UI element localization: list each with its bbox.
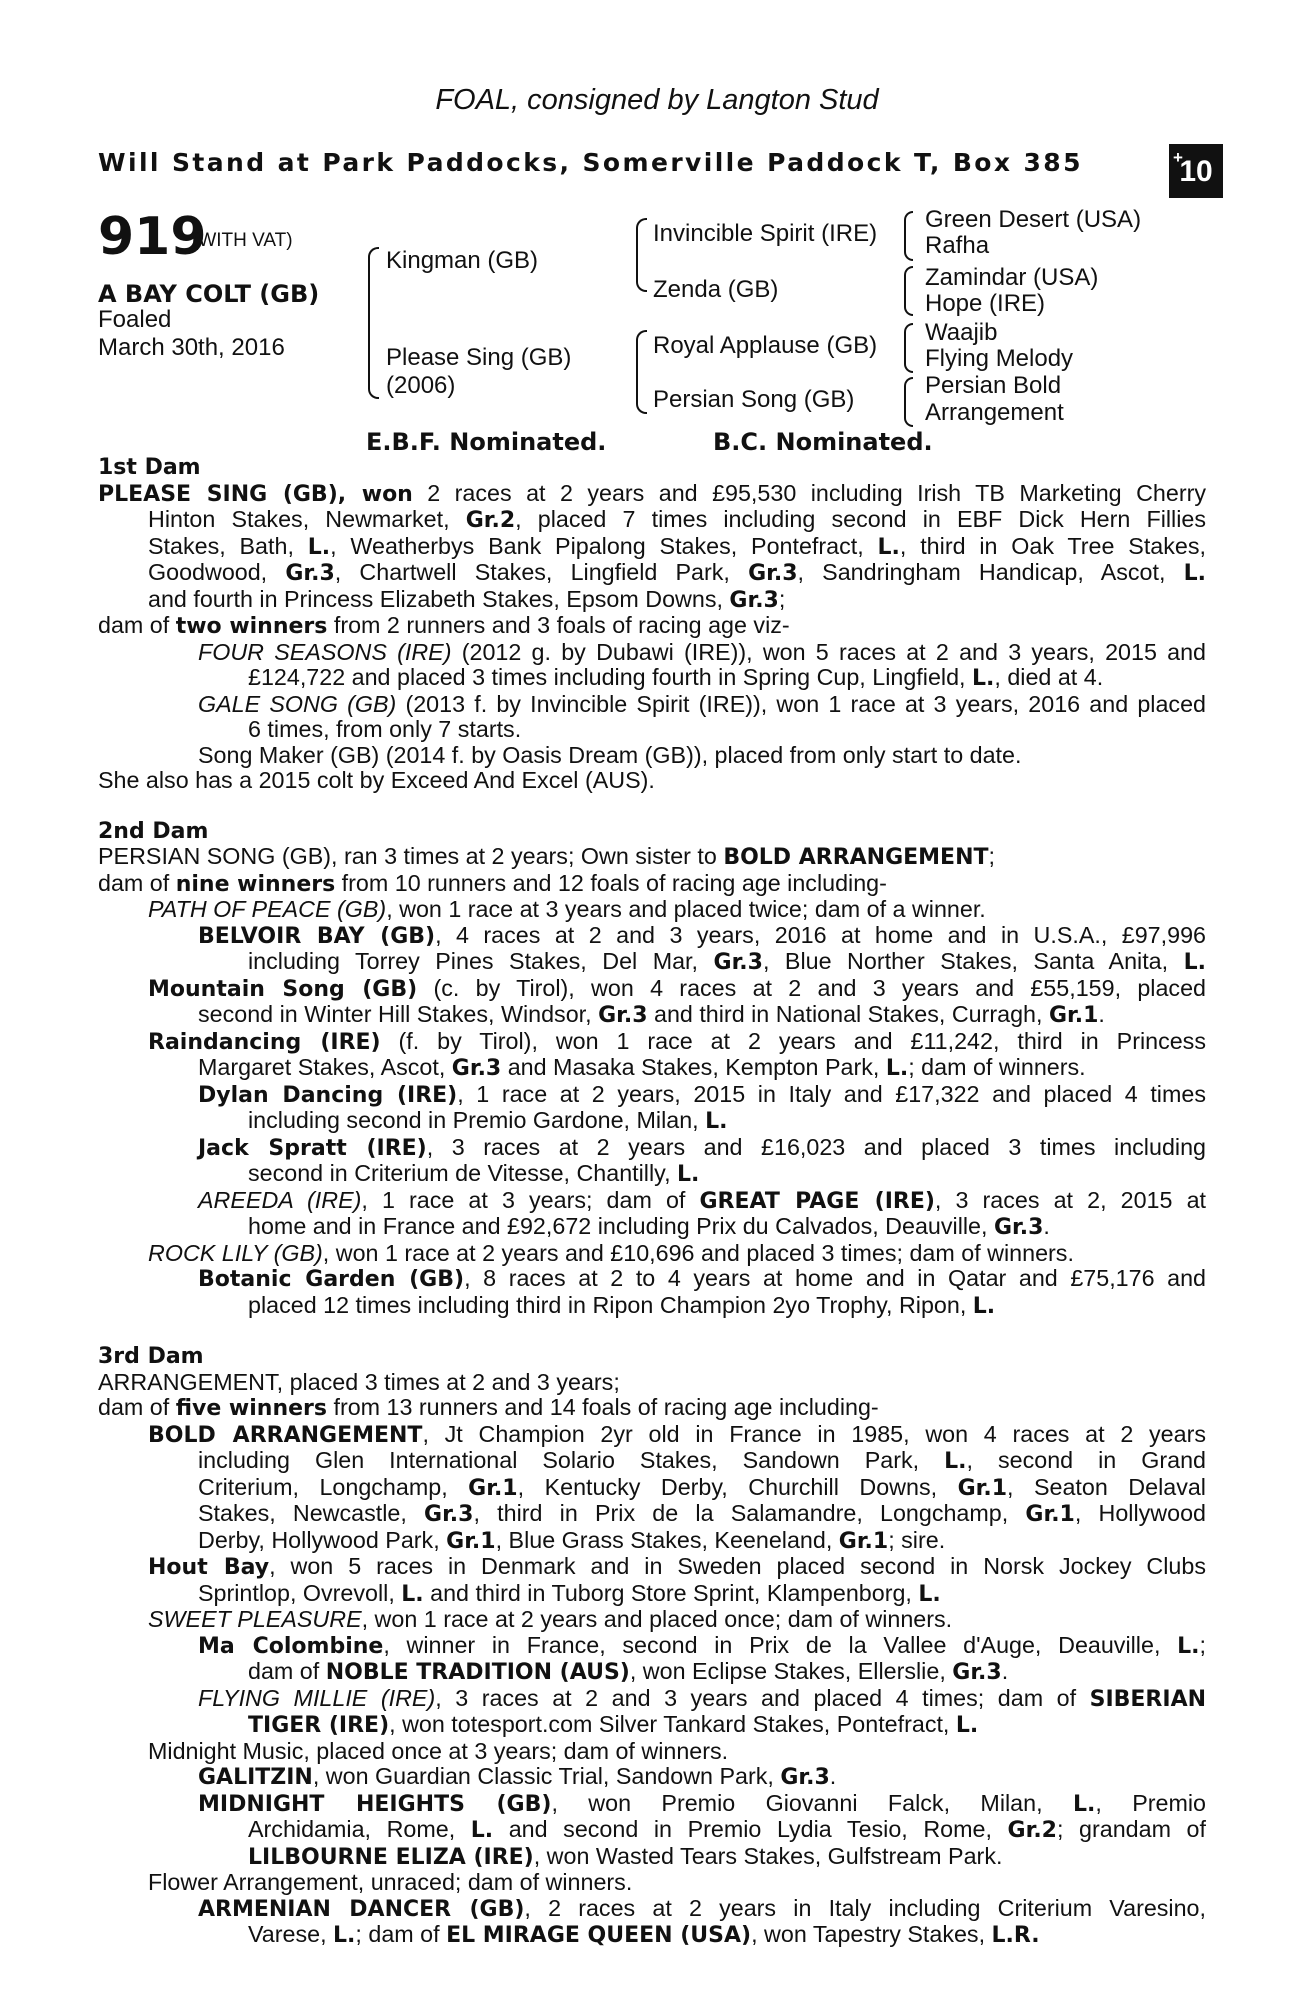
- second-dam-section: [98, 819, 1206, 1320]
- first-dam-line: [98, 613, 1206, 640]
- bold-text: L.: [1072, 1791, 1096, 1817]
- bold-text: Gr.3: [424, 1502, 474, 1527]
- text-run: , Jt Champion 2yr old in France in 1985, won 4 races at 2 years: [422, 1420, 1206, 1447]
- text-run: , won Eclipse Stakes, Ellerslie,: [629, 1658, 953, 1684]
- first-dam-line: [98, 717, 1206, 743]
- foaled-info: [98, 306, 285, 362]
- bold-text: five winners: [175, 1396, 327, 1421]
- third-dam-line: [98, 1896, 1206, 1923]
- text-run: and second in Premio Lydia Tesio, Rome,: [493, 1816, 1008, 1842]
- text-run: (2013 f. by Invincible Spirit (IRE)), won 1 race at 3 years, 2016 and placed: [396, 690, 1206, 717]
- text-run: Hinton Stakes, Newmarket,: [148, 506, 466, 532]
- bold-text: L.: [971, 666, 995, 691]
- second-dam-line: [98, 1108, 1206, 1135]
- text-run: , placed 7 times including second in EBF Dick Hern Fillies: [515, 506, 1206, 532]
- bold-text: Gr.2: [465, 508, 516, 533]
- italic-text: PATH OF PEACE (GB): [148, 896, 387, 922]
- text-run: , won 1 race at 2 years and £10,696 and placed 3 times; dam of winners.: [322, 1239, 1074, 1266]
- third-dam-heading: 3rd Dam: [98, 1344, 204, 1369]
- pedigree-g1: Green Desert (USA): [925, 206, 1142, 233]
- text-run: , Chartwell Stakes, Lingfield Park,: [334, 559, 749, 585]
- first-dam-section: [98, 455, 1206, 794]
- pedigree-g5: Waajib: [925, 319, 998, 346]
- text-run: , won totesport.com Silver Tankard Stakes, Pontefract,: [389, 1711, 956, 1737]
- bold-text: L.R.: [991, 1923, 1040, 1948]
- third-dam-line: [98, 1791, 1206, 1818]
- bold-text: Gr.2: [1007, 1818, 1057, 1843]
- second-dam-line: [98, 1082, 1206, 1109]
- bold-text: TIGER (IRE): [248, 1713, 390, 1738]
- text-run: ;: [1199, 1631, 1206, 1658]
- text-run: , winner in France, second in Prix de la Vallee d'Auge, Deauville,: [383, 1631, 1178, 1658]
- text-run: Margaret Stakes, Ascot,: [198, 1054, 452, 1080]
- bold-text: L.: [333, 1923, 356, 1948]
- text-run: Flower Arrangement, unraced; dam of winners.: [148, 1869, 633, 1895]
- text-run: , won Tapestry Stakes,: [751, 1921, 992, 1947]
- bc-nominated: B.C. Nominated.: [713, 428, 933, 456]
- bold-text: Gr.3: [780, 1765, 830, 1790]
- first-dam-line: [98, 481, 1206, 508]
- first-dam-heading: 1st Dam: [98, 455, 201, 480]
- text-run: Stakes, Bath,: [148, 532, 308, 559]
- third-dam-line: [98, 1607, 1206, 1633]
- third-dam-line: [98, 1686, 1206, 1713]
- text-run: second in Winter Hill Stakes, Windsor,: [198, 1001, 599, 1027]
- third-dam-line: [98, 1712, 1206, 1739]
- text-run: 6 times, from only 7 starts.: [248, 716, 522, 742]
- second-dam-line: [98, 976, 1206, 1003]
- text-run: Varese,: [248, 1921, 334, 1947]
- first-dam-line: [98, 507, 1206, 534]
- third-dam-line: [98, 1448, 1206, 1475]
- bold-text: PLEASE SING (GB), won: [98, 481, 413, 507]
- bold-text: MIDNIGHT HEIGHTS (GB): [198, 1791, 552, 1817]
- second-dam-line: [98, 1241, 1206, 1267]
- text-run: ; dam of winners.: [908, 1054, 1086, 1080]
- text-run: and Masaka Stakes, Kempton Park,: [501, 1054, 886, 1080]
- second-dam-line: [98, 1161, 1206, 1188]
- second-dam-line: [98, 1293, 1206, 1320]
- bracket-sire-parents: [636, 218, 647, 292]
- text-run: , 3 races at 2, 2015 at: [934, 1186, 1206, 1213]
- first-dam-line: [98, 692, 1206, 718]
- third-dam-line: [98, 1659, 1206, 1686]
- first-dam-line: [98, 534, 1206, 561]
- bold-text: ARMENIAN DANCER (GB): [198, 1896, 525, 1922]
- lot-title: A BAY COLT (GB): [98, 280, 320, 308]
- bold-text: SIBERIAN: [1089, 1686, 1207, 1712]
- third-dam-line: [98, 1422, 1206, 1449]
- bold-text: Gr.1: [468, 1475, 518, 1501]
- third-dam-line: [98, 1395, 1206, 1422]
- text-run: .: [829, 1763, 837, 1789]
- bold-text: two winners: [175, 614, 328, 639]
- text-run: dam of: [98, 1394, 176, 1420]
- text-run: , won 1 race at 2 years and placed once; dam of winners.: [361, 1606, 953, 1632]
- third-dam-line: [98, 1739, 1206, 1765]
- text-run: , 4 races at 2 and 3 years, 2016 at home and in U.S.A., £97,996: [435, 921, 1206, 948]
- second-dam-line: [98, 1214, 1206, 1241]
- text-run: , second in Grand: [966, 1447, 1206, 1473]
- text-run: ;: [778, 585, 786, 612]
- text-run: dam of: [98, 869, 176, 896]
- text-run: Stakes, Newcastle,: [198, 1500, 425, 1526]
- text-run: ; sire.: [888, 1526, 946, 1553]
- text-run: , 3 races at 2 and 3 years and placed 4 times; dam of: [435, 1684, 1090, 1711]
- text-run: and third in Tuborg Store Sprint, Klampenborg,: [423, 1579, 919, 1606]
- bracket-g3: [904, 323, 913, 373]
- second-dam-line: [98, 1029, 1206, 1056]
- second-dam-line: [98, 923, 1206, 950]
- bold-text: L.: [470, 1818, 494, 1843]
- pedigree-g2: Rafha: [925, 232, 990, 259]
- text-run: , 8 races at 2 to 4 years at home and in Qatar and £75,176 and: [464, 1265, 1207, 1291]
- text-run: from 2 runners and 3 foals of racing age viz-: [327, 612, 790, 638]
- text-run: from 10 runners and 12 foals of racing age including-: [335, 869, 887, 896]
- second-dam-line: [98, 1266, 1206, 1293]
- italic-text: FLYING MILLIE (IRE): [198, 1684, 436, 1711]
- text-run: (2012 g. by Dubawi (IRE)), won 5 races at 2 and 3 years, 2015 and: [451, 638, 1207, 665]
- third-dam-line: [98, 1370, 1206, 1396]
- second-dam-line: [98, 1135, 1206, 1162]
- third-dam-line: [98, 1501, 1206, 1528]
- text-run: , Kentucky Derby, Churchill Downs,: [517, 1473, 958, 1500]
- text-run: ; dam of: [355, 1921, 447, 1947]
- second-dam-line: [98, 897, 1206, 923]
- text-run: Song Maker (GB) (2014 f. by Oasis Dream (GB)), placed from only start to date.: [198, 741, 1022, 768]
- bold-text: Raindancing (IRE): [148, 1029, 381, 1055]
- bold-text: LILBOURNE ELIZA (IRE): [248, 1844, 534, 1870]
- italic-text: SWEET PLEASURE: [148, 1606, 362, 1632]
- bold-text: L.: [1183, 561, 1207, 586]
- text-run: (c. by Tirol), won 4 races at 2 and 3 years and £55,159, placed: [417, 974, 1206, 1001]
- bold-text: Mountain Song (GB): [148, 976, 418, 1002]
- pedigree-dam-dam: Persian Song (GB): [653, 386, 855, 413]
- text-run: from 13 runners and 14 foals of racing age including-: [327, 1394, 879, 1420]
- bracket-sire-dam: [368, 247, 379, 399]
- text-run: .: [1001, 1658, 1009, 1684]
- second-dam-line: [98, 1055, 1206, 1082]
- bold-text: L.: [677, 1162, 700, 1187]
- bold-text: L.: [918, 1581, 941, 1607]
- text-run: including second in Premio Gardone, Milan,: [248, 1107, 706, 1133]
- bold-text: Dylan Dancing (IRE): [198, 1082, 458, 1108]
- bold-text: L.: [877, 534, 900, 560]
- third-dam-line: [98, 1817, 1206, 1844]
- third-dam-line: [98, 1554, 1206, 1581]
- pedigree-sire: Kingman (GB): [386, 247, 539, 274]
- text-run: placed 12 times including third in Ripon Champion 2yo Trophy, Ripon,: [248, 1291, 973, 1318]
- text-run: .: [1098, 1001, 1105, 1027]
- text-run: Archidamia, Rome,: [248, 1816, 471, 1842]
- text-run: , 2 races at 2 years in Italy including Criterium Varesino,: [524, 1894, 1206, 1921]
- pedigree-g6: Flying Melody: [925, 345, 1074, 372]
- text-run: second in Criterium de Vitesse, Chantilly,: [248, 1160, 678, 1186]
- second-dam-heading: 2nd Dam: [98, 818, 209, 844]
- bold-text: L.: [307, 534, 331, 560]
- text-run: Sprintlop, Ovrevoll,: [198, 1579, 402, 1606]
- bold-text: L.: [955, 1713, 979, 1738]
- vat-badge: [1169, 144, 1223, 198]
- text-run: , third in Prix de la Salamandre, Longchamp,: [473, 1500, 1026, 1526]
- bold-text: L.: [885, 1056, 909, 1081]
- bold-text: Hout Bay: [148, 1555, 270, 1580]
- bracket-g4: [904, 377, 913, 427]
- text-run: , Seaton Delaval: [1007, 1473, 1206, 1500]
- bold-text: Gr.3: [598, 1003, 648, 1028]
- bold-text: EL MIRAGE QUEEN (USA): [446, 1923, 752, 1948]
- text-run: , third in Oak Tree Stakes,: [899, 532, 1206, 559]
- bracket-dam-parents: [636, 330, 647, 414]
- bold-text: L.: [401, 1581, 424, 1607]
- text-run: dam of: [98, 612, 176, 638]
- third-dam-line: [98, 1870, 1206, 1896]
- stand-location: Will Stand at Park Paddocks, Somerville Paddock T, Box 385: [98, 148, 1083, 177]
- text-run: Derby, Hollywood Park,: [198, 1526, 447, 1553]
- text-run: , Premio: [1095, 1789, 1206, 1816]
- pedigree-g8: Arrangement: [925, 399, 1064, 426]
- pedigree-dam: Please Sing (GB): [386, 344, 572, 371]
- text-run: and third in National Stakes, Curragh,: [647, 1001, 1049, 1027]
- text-run: , 3 races at 2 years and £16,023 and placed 3 times including: [426, 1133, 1206, 1160]
- text-run: ;: [988, 843, 995, 869]
- first-dam-line: [98, 640, 1206, 666]
- text-run: ARRANGEMENT, placed 3 times at 2 and 3 years;: [98, 1368, 620, 1395]
- bold-text: Gr.3: [451, 1056, 502, 1081]
- text-run: including Torrey Pines Stakes, Del Mar,: [248, 948, 714, 974]
- bold-text: Ma Colombine: [198, 1633, 384, 1659]
- bold-text: Gr.3: [748, 561, 798, 586]
- text-run: , won Premio Giovanni Falck, Milan,: [551, 1789, 1073, 1816]
- bracket-g1: [904, 211, 913, 261]
- second-dam-line: [98, 1188, 1206, 1215]
- third-dam-line: [98, 1764, 1206, 1791]
- pedigree-g3: Zamindar (USA): [925, 264, 1099, 291]
- bold-text: Botanic Garden (GB): [198, 1267, 465, 1292]
- italic-text: GALE SONG (GB): [198, 690, 397, 717]
- third-dam-line: [98, 1633, 1206, 1660]
- pedigree-g7: Persian Bold: [925, 372, 1062, 399]
- bold-text: Gr.3: [285, 561, 335, 586]
- text-run: dam of: [248, 1658, 326, 1684]
- third-dam-line: [98, 1475, 1206, 1502]
- text-run: , Sandringham Handicap, Ascot,: [797, 559, 1184, 585]
- bold-text: GREAT PAGE (IRE): [699, 1188, 935, 1214]
- bold-text: Gr.1: [1025, 1502, 1075, 1527]
- first-dam-line: [98, 768, 1206, 794]
- text-run: PERSIAN SONG (GB), ran 3 times at 2 years; Own sister to: [98, 843, 724, 869]
- text-run: , won Guardian Classic Trial, Sandown Park,: [312, 1763, 781, 1789]
- text-run: , Hollywood: [1074, 1500, 1206, 1526]
- third-dam-section: [98, 1344, 1206, 1949]
- ebf-nominated: E.B.F. Nominated.: [366, 428, 607, 456]
- bold-text: L.: [944, 1449, 967, 1474]
- third-dam-line: [98, 1528, 1206, 1555]
- badge-number: 10: [1179, 155, 1213, 188]
- text-run: home and in France and £92,672 including Prix du Calvados, Deauville,: [248, 1213, 994, 1239]
- text-run: (f. by Tirol), won 1 race at 2 years and £11,242, third in Princess: [380, 1027, 1206, 1054]
- text-run: , Blue Norther Stakes, Santa Anita,: [762, 948, 1184, 974]
- foaled-date: March 30th, 2016: [98, 334, 285, 361]
- bold-text: BOLD ARRANGEMENT: [723, 845, 989, 870]
- bold-text: Gr.3: [729, 587, 779, 613]
- text-run: £124,722 and placed 3 times including fourth in Spring Cup, Lingfield,: [248, 664, 972, 690]
- pedigree-sire-sire: Invincible Spirit (IRE): [653, 220, 878, 247]
- third-dam-line: [98, 1844, 1206, 1871]
- second-dam-line: [98, 949, 1206, 976]
- lot-number: 919: [98, 207, 207, 267]
- catalogue-body: [98, 455, 1206, 1949]
- text-run: , won 1 race at 3 years and placed twice; dam of a winner.: [386, 896, 986, 922]
- bold-text: Gr.1: [838, 1528, 889, 1554]
- bold-text: Gr.1: [446, 1528, 496, 1554]
- text-run: Criterium, Longchamp,: [198, 1473, 469, 1500]
- bold-text: Gr.3: [993, 1215, 1044, 1240]
- text-run: , died at 4.: [994, 664, 1104, 690]
- text-run: , 1 race at 3 years; dam of: [361, 1186, 700, 1213]
- text-run: , won 5 races in Denmark and in Sweden placed second in Norsk Jockey Clubs: [269, 1553, 1206, 1579]
- third-dam-line: [98, 1581, 1206, 1608]
- first-dam-line: [98, 743, 1206, 769]
- pedigree-dam-year: (2006): [386, 372, 456, 399]
- bold-text: L.: [1177, 1633, 1200, 1659]
- text-run: ; grandam of: [1056, 1816, 1206, 1842]
- bold-text: BELVOIR BAY (GB): [198, 923, 436, 949]
- text-run: including Glen International Solario Stakes, Sandown Park,: [198, 1447, 945, 1473]
- bold-text: Jack Spratt (IRE): [198, 1135, 427, 1161]
- pedigree-dam-sire: Royal Applause (GB): [653, 332, 878, 359]
- italic-text: FOUR SEASONS (IRE): [198, 638, 452, 665]
- bold-text: BOLD ARRANGEMENT: [148, 1422, 423, 1448]
- text-run: and fourth in Princess Elizabeth Stakes, Epsom Downs,: [148, 585, 730, 612]
- bold-text: Gr.3: [713, 950, 763, 975]
- text-run: Goodwood,: [148, 559, 286, 585]
- bold-text: Gr.3: [952, 1660, 1002, 1685]
- text-run: .: [1043, 1213, 1050, 1239]
- bold-text: L.: [705, 1109, 728, 1134]
- bold-text: Gr.1: [957, 1475, 1007, 1501]
- first-dam-line: [98, 560, 1206, 587]
- bold-text: Gr.1: [1048, 1003, 1099, 1028]
- italic-text: ROCK LILY (GB): [148, 1239, 323, 1266]
- second-dam-line: [98, 1002, 1206, 1029]
- text-run: , 1 race at 2 years, 2015 in Italy and £17,322 and placed 4 times: [457, 1080, 1206, 1107]
- second-dam-line: [98, 844, 1206, 871]
- text-run: She also has a 2015 colt by Exceed And Excel (AUS).: [98, 767, 655, 793]
- pedigree-g4: Hope (IRE): [925, 290, 1046, 317]
- first-dam-line: [98, 665, 1206, 692]
- pedigree-sire-dam: Zenda (GB): [653, 276, 779, 303]
- foal-heading: FOAL, consigned by Langton Stud: [435, 84, 879, 116]
- bold-text: NOBLE TRADITION (AUS): [325, 1660, 630, 1685]
- vat-label: (WITH VAT): [192, 230, 293, 251]
- second-dam-line: [98, 871, 1206, 898]
- bold-text: L.: [972, 1293, 996, 1319]
- first-dam-line: [98, 587, 1206, 614]
- text-run: , won Wasted Tears Stakes, Gulfstream Park.: [533, 1842, 1003, 1869]
- badge-plus: +: [1173, 148, 1183, 167]
- text-run: 2 races at 2 years and £95,530 including Irish TB Marketing Cherry: [412, 479, 1206, 506]
- text-run: , Blue Grass Stakes, Keeneland,: [495, 1526, 839, 1553]
- bold-text: GALITZIN: [198, 1765, 313, 1790]
- italic-text: AREEDA (IRE): [198, 1186, 362, 1213]
- bold-text: L.: [1183, 950, 1206, 975]
- bracket-g2: [904, 266, 913, 316]
- bold-text: nine winners: [175, 871, 336, 897]
- text-run: , Weatherbys Bank Pipalong Stakes, Pontefract,: [330, 532, 878, 559]
- third-dam-line: [98, 1922, 1206, 1949]
- foaled-label: Foaled: [98, 306, 172, 333]
- text-run: Midnight Music, placed once at 3 years; dam of winners.: [148, 1737, 729, 1764]
